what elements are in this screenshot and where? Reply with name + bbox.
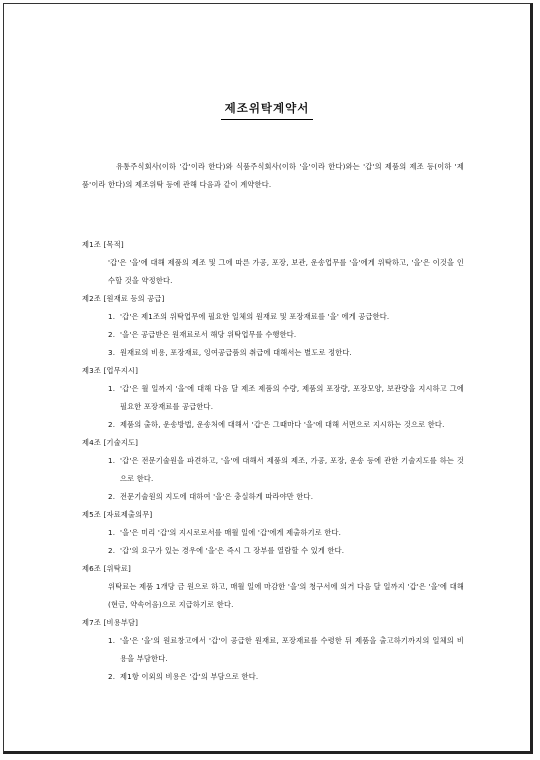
clause-text: '갑'은 제1조의 위탁업무에 필요한 일체의 원재료 및 포장재료를 '을' 에게 공급한다.: [120, 312, 390, 321]
clause-item: [82, 488, 464, 506]
articles-list: [82, 236, 464, 686]
article-heading: 제4조 [기술지도]: [82, 438, 139, 447]
clause-item: [82, 326, 464, 344]
article-heading: 제5조 [자료제출의무]: [82, 510, 153, 519]
clause-text: 제품의 출하, 운송방법, 운송처에 대해서 '갑'은 그때마다 '을'에 대해 서면으로 지시하는 것으로 한다.: [120, 420, 445, 429]
clause-item: [82, 344, 464, 362]
article-1: [82, 236, 464, 290]
clause-item: [82, 452, 464, 488]
clause-item: [82, 542, 464, 560]
clause-number: 1.: [108, 528, 116, 537]
clause-item: [82, 524, 464, 542]
clause-text: '을'은 공급받은 원재료로서 해당 위탁업무를 수행한다.: [120, 330, 297, 339]
clause-item: [82, 416, 464, 434]
clause-number: 1.: [108, 312, 116, 321]
intro-section: [82, 158, 464, 194]
article-paragraph: '갑'은 '을'에 대해 제품의 제조 및 그에 따른 가공, 포장, 보관, 운송업무를 '을'에게 위탁하고, '을'은 이것을 인수할 것을 약정한다.: [108, 258, 464, 285]
clause-text: '을'은 미리 '갑'의 지시로로서를 매월 일에 '갑'에게 제출하기로 한다.: [120, 528, 342, 537]
intro-paragraph: 유통주식회사(이하 '갑'이라 한다)와 식품주식회사(이하 '을'이라 한다)와는 '갑'의 제품의 제조 등(이하 '제품'이라 한다)의 제조위탁 등에 관해 다음과 같이 계약한다.: [82, 162, 464, 189]
article-7: [82, 614, 464, 686]
clause-text: '을'은 '을'의 원료창고에서 '갑'이 공급한 원재료, 포장재료를 수령한 뒤 제품을 출고하기까지의 일체의 비용을 부담한다.: [120, 636, 464, 663]
document-page: [3, 3, 533, 754]
clause-number: 3.: [108, 348, 116, 357]
article-heading: 제7조 [비용부담]: [82, 618, 139, 627]
article-2: [82, 290, 464, 362]
clause-number: 2.: [108, 672, 116, 681]
article-5: [82, 506, 464, 560]
clause-item: [82, 632, 464, 668]
article-items: [82, 452, 464, 506]
clause-number: 1.: [108, 456, 116, 465]
clause-number: 1.: [108, 384, 116, 393]
article-paragraph: 위탁료는 제품 1개당 금 원으로 하고, 매월 일에 마감한 '을'의 청구서에 의거 다음 달 일까지 '갑'은 '을'에 대해 (현금, 약속어음)으로 지급하기로 한다.: [108, 582, 464, 609]
article-heading: 제6조 [위탁료]: [82, 564, 131, 573]
clause-text: '갑'은 전문기술원을 파견하고, '을'에 대해서 제품의 제조, 가공, 포장, 운송 등에 관한 기술지도를 하는 것으로 한다.: [120, 456, 464, 483]
clause-text: 전문기술원의 지도에 대하여 '을'은 충실하게 따라야만 한다.: [120, 492, 314, 501]
article-items: [82, 524, 464, 560]
article-6: [82, 560, 464, 614]
clause-number: 2.: [108, 420, 116, 429]
article-items: [82, 632, 464, 686]
article-heading: 제1조 [목적]: [82, 240, 124, 249]
clause-number: 2.: [108, 546, 116, 555]
clause-text: 원재료의 비용, 포장재료, 잉여공급품의 취급에 대해서는 별도로 정한다.: [120, 348, 353, 357]
article-heading: 제3조 [업무지시]: [82, 366, 139, 375]
article-3: [82, 362, 464, 434]
clause-text: '갑'은 월 일까지 '을'에 대해 다음 달 제조 제품의 수량, 제품의 포장량, 포장모양, 보관량을 지시하고 그에 필요한 포장재료를 공급한다.: [120, 384, 464, 411]
clause-number: 2.: [108, 492, 116, 501]
clause-item: [82, 308, 464, 326]
clause-item: [82, 380, 464, 416]
article-items: [82, 380, 464, 434]
clause-text: 제1항 이외의 비용은 '갑'의 부담으로 한다.: [120, 672, 259, 681]
clause-number: 2.: [108, 330, 116, 339]
clause-text: '갑'의 요구가 있는 경우에 '을'은 즉시 그 장부를 열람할 수 있게 한다.: [120, 546, 345, 555]
clause-number: 1.: [108, 636, 116, 645]
article-4: [82, 434, 464, 506]
article-heading: 제2조 [원재료 등의 공급]: [82, 294, 165, 303]
article-items: [82, 308, 464, 362]
clause-item: [82, 668, 464, 686]
document-title: 제조위탁계약서: [4, 100, 530, 116]
